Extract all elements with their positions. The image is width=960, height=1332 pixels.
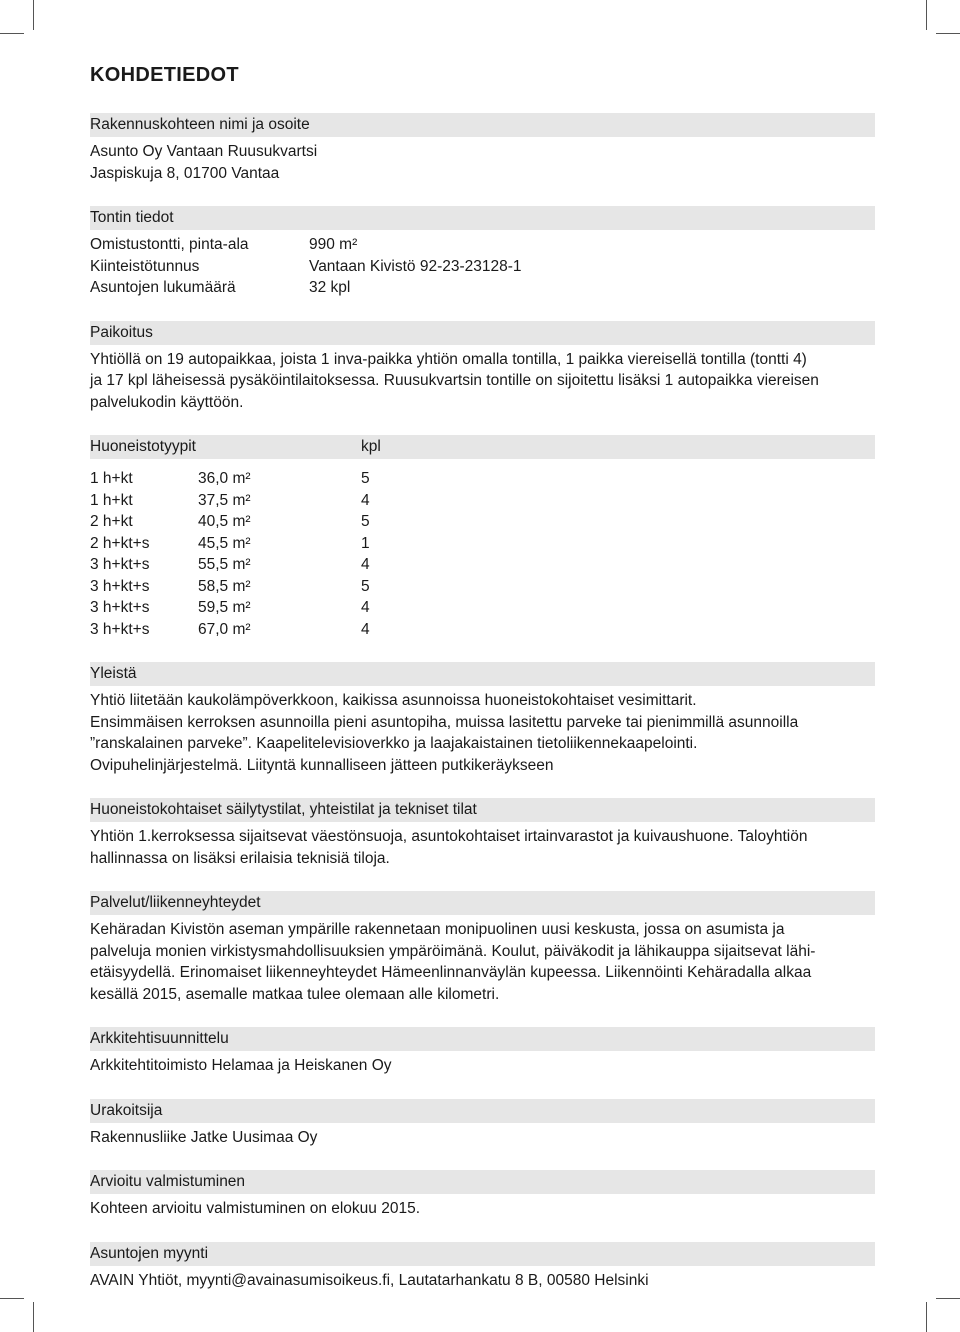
section-arkkitehti [90, 1027, 875, 1077]
text-line: Kehäradan Kivistön aseman ympärille rakennetaan monipuolinen uusi keskusta, jossa on asumista ja [90, 921, 785, 938]
section-kohde [90, 113, 875, 184]
section-sailytystilat [90, 798, 875, 869]
section-palvelut [90, 891, 875, 1005]
info-value: 990 m² [309, 236, 358, 253]
apartment-area: 59,5 m² [198, 599, 251, 616]
section-heading: Arkkitehtisuunnittelu [90, 1027, 875, 1051]
info-key: Kiinteistötunnus [90, 257, 200, 275]
section-valmistuminen [90, 1170, 875, 1220]
info-key: Omistustontti, pinta-ala [90, 236, 249, 253]
apartment-count: 5 [361, 470, 370, 487]
text-line: Ovipuhelinjärjestelmä. Liityntä kunnalliseen jätteen putkikeräykseen [90, 756, 554, 774]
crop-mark-top-right-h [936, 33, 960, 34]
crop-mark-bottom-right-h [936, 1298, 960, 1299]
section-heading: Palvelut/liikenneyhteydet [90, 891, 875, 915]
section-yleista [90, 662, 875, 776]
apartment-type: 3 h+kt+s [90, 556, 150, 573]
crop-mark-top-left-h [0, 33, 24, 34]
apartment-area: 36,0 m² [198, 470, 251, 487]
apartment-count: 5 [361, 577, 370, 595]
apartment-type-list [90, 463, 875, 640]
text-line: Ensimmäisen kerroksen asunnoilla pieni asuntopiha, muissa lasitettu parveke tai pienimmillä asunnoilla [90, 713, 799, 731]
text-line: ”ranskalainen parveke”. Kaapelitelevisioverkko ja laajakaistainen tietoliikennekaapelointi. [90, 735, 698, 752]
text-line: palvelukodin käyttöön. [90, 393, 244, 411]
text-line: Kohteen arvioitu valmistuminen on elokuu 2015. [90, 1200, 421, 1217]
apartment-area: 55,5 m² [198, 556, 251, 573]
section-heading: Paikoitus [90, 321, 875, 345]
section-heading: Yleistä [90, 662, 875, 686]
apartment-count: 1 [361, 534, 370, 552]
section-heading: Rakennuskohteen nimi ja osoite [90, 113, 875, 137]
text-line: hallinnassa on lisäksi erilaisia teknisiä tiloja. [90, 849, 390, 867]
apartment-type-row [90, 619, 875, 641]
text-line: Yhtiön 1.kerroksessa sijaitsevat väestönsuoja, asuntokohtaiset irtainvarastot ja kuivaushuone. Taloyhtiön [90, 828, 808, 845]
apartment-count: 4 [361, 491, 370, 509]
text-line: Yhtiö liitetään kaukolämpöverkkoon, kaikissa asunnoissa huoneistokohtaiset vesimittarit. [90, 692, 697, 709]
count-column-heading: kpl [361, 438, 381, 455]
text-line: Jaspiskuja 8, 01700 Vantaa [90, 164, 280, 182]
info-row [90, 234, 875, 256]
apartment-type-row [90, 511, 875, 533]
crop-mark-bottom-right [926, 1302, 927, 1332]
text-line: Arkkitehtitoimisto Helamaa ja Heiskanen Oy [90, 1057, 392, 1074]
section-urakoitsija [90, 1099, 875, 1149]
apartment-type: 3 h+kt+s [90, 620, 150, 638]
apartment-type-row [90, 533, 875, 555]
info-value: 32 kpl [309, 279, 351, 296]
apartment-area: 40,5 m² [198, 513, 251, 530]
apartment-type: 3 h+kt+s [90, 577, 150, 595]
section-myynti [90, 1242, 875, 1292]
apartment-area: 67,0 m² [198, 620, 251, 638]
section-heading: Tontin tiedot [90, 206, 875, 230]
apartment-type-row [90, 554, 875, 576]
crop-mark-bottom-left-h [0, 1298, 24, 1299]
crop-mark-bottom-left [33, 1302, 34, 1332]
text-line: Asunto Oy Vantaan Ruusukvartsi [90, 143, 318, 160]
text-line: Yhtiöllä on 19 autopaikkaa, joista 1 inva-paikka yhtiön omalla tontilla, 1 paikka viereisellä tontilla (tontti 4) [90, 350, 807, 368]
apartment-count: 4 [361, 620, 370, 638]
apartment-type-row [90, 597, 875, 619]
section-heading: Arvioitu valmistuminen [90, 1170, 875, 1194]
apartment-type-row [90, 490, 875, 512]
section-tontti [90, 206, 875, 299]
section-paikoitus [90, 321, 875, 414]
apartment-count: 5 [361, 513, 370, 530]
page-title: KOHDETIEDOT [90, 64, 239, 86]
apartment-area: 45,5 m² [198, 534, 251, 552]
apartment-types-heading: Huoneistotyypit [90, 438, 196, 455]
section-huoneistotyypit [90, 435, 875, 640]
apartment-type: 3 h+kt+s [90, 599, 150, 616]
crop-mark-top-left [33, 0, 34, 30]
apartment-area: 37,5 m² [198, 491, 251, 509]
text-line: AVAIN Yhtiöt, myynti@avainasumisoikeus.fi, Lautatarhankatu 8 B, 00580 Helsinki [90, 1271, 649, 1289]
section-heading: Asuntojen myynti [90, 1242, 875, 1266]
info-row [90, 256, 875, 278]
apartment-count: 4 [361, 599, 370, 616]
section-heading: Urakoitsija [90, 1099, 875, 1123]
apartment-type-row [90, 468, 875, 490]
text-line: palveluja monien virkistysmahdollisuuksien ympäröimänä. Koulut, päiväkodit ja lähikauppa sijaitsevat lähi- [90, 942, 816, 960]
document-page [90, 64, 875, 1313]
section-heading [90, 435, 875, 459]
apartment-type: 1 h+kt [90, 491, 133, 509]
apartment-type: 2 h+kt [90, 513, 133, 530]
section-heading: Huoneistokohtaiset säilytystilat, yhteistilat ja tekniset tilat [90, 798, 875, 822]
apartment-type: 2 h+kt+s [90, 534, 150, 552]
text-line: etäisyydellä. Erinomaiset liikenneyhteydet Hämeenlinnanväylän kupeessa. Liikennöinti Kehäradalla alkaa [90, 964, 812, 981]
text-line: Rakennusliike Jatke Uusimaa Oy [90, 1128, 318, 1146]
info-key: Asuntojen lukumäärä [90, 279, 236, 296]
info-row [90, 277, 875, 299]
crop-mark-top-right [926, 0, 927, 30]
apartment-type-row [90, 576, 875, 598]
info-value: Vantaan Kivistö 92-23-23128-1 [309, 257, 522, 275]
text-line: ja 17 kpl läheisessä pysäköintilaitoksessa. Ruusukvartsin tontille on sijoitettu lisäksi 1 autopaikka viereisen [90, 372, 819, 389]
text-line: kesällä 2015, asemalle matkaa tulee olemaan alle kilometri. [90, 985, 500, 1003]
apartment-count: 4 [361, 556, 370, 573]
apartment-area: 58,5 m² [198, 577, 251, 595]
apartment-type: 1 h+kt [90, 470, 133, 487]
